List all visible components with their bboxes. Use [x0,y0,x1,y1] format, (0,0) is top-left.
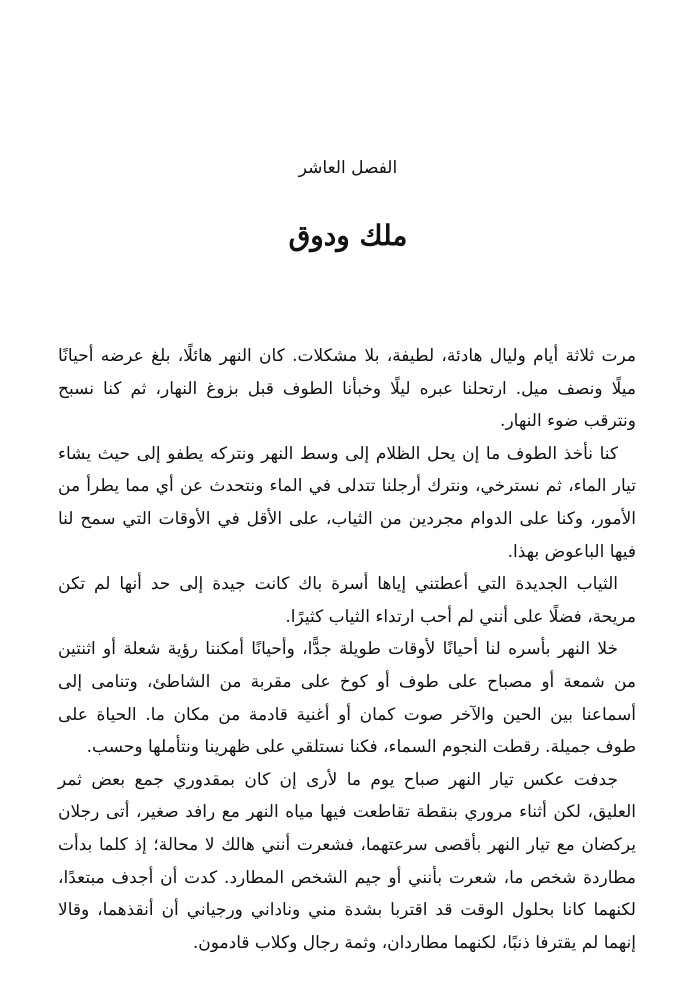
paragraph: مرت ثلاثة أيام وليال هادئة، لطيفة، بلا مشكلات. كان النهر هائلًا، بلغ عرضه أحيانًا ميلًا ونصف ميل. ارتحلنا عبره ليلًا وخبأنا الطوف قبل بزوغ النهار، ثم كنا نسبح ونترقب ضوء النهار. [58,346,636,432]
chapter-title: ملك ودوق [288,219,408,252]
paragraph: كنا نأخذ الطوف ما إن يحل الظلام إلى وسط النهر ونتركه يطفو إلى حيث يشاء تيار الماء، ثم نسترخي، ونترك أرجلنا تتدلى في الماء ونتحدث عن أي مما يطرأ من الأمور، وكنا على الدوام مجردين من الثياب، على الأقل في الأوقات التي سمح لنا فيها الباعوض بهذا. [58,443,636,562]
paragraph: الثياب الجديدة التي أعطتني إياها أسرة باك كانت جيدة إلى حد أنها لم تكن مريحة، فضلًا على أنني لم أحب ارتداء الثياب كثيرًا. [58,574,636,627]
paragraph: خلا النهر بأسره لنا أحيانًا لأوقات طويلة جدًّا، وأحيانًا أمكننا رؤية شعلة أو اثنتين من شمعة أو مصباح على طوف أو كوخ على مقربة من الشاطئ، وتنامى إلى أسماعنا بين الحين والآخر صوت كمان أو أغنية قادمة من مكان ما. الحياة على طوف جميلة. رقطت النجوم السماء، فكنا نستلقي على ظهرينا ونتأملها وحسب. [58,639,636,758]
chapter-body [58,340,636,959]
paragraph: جدفت عكس تيار النهر صباح يوم ما لأرى إن كان بمقدوري جمع بعض ثمر العليق، لكن أثناء مروري بنقطة تقاطعت فيها مياه النهر مع رافد صغير، أتى رجلان يركضان مع تيار النهر بأقصى سرعتهما، فشعرت أنني هالك لا محالة؛ إذ كلما بدأت مطاردة شخص ما، شعرت بأنني أو جيم الشخص المطارد. كدت أن أجدف مبتعدًا، لكنهما كانا بحلول الوقت قد اقتربا بشدة مني وناداني ورجياني أن أنقذهما، وقالا إنهما لم يقترفا ذنبًا، لكنهما مطاردان، وثمة رجال وكلاب قادمون. [58,769,636,953]
chapter-number: الفصل العاشر [298,158,398,178]
